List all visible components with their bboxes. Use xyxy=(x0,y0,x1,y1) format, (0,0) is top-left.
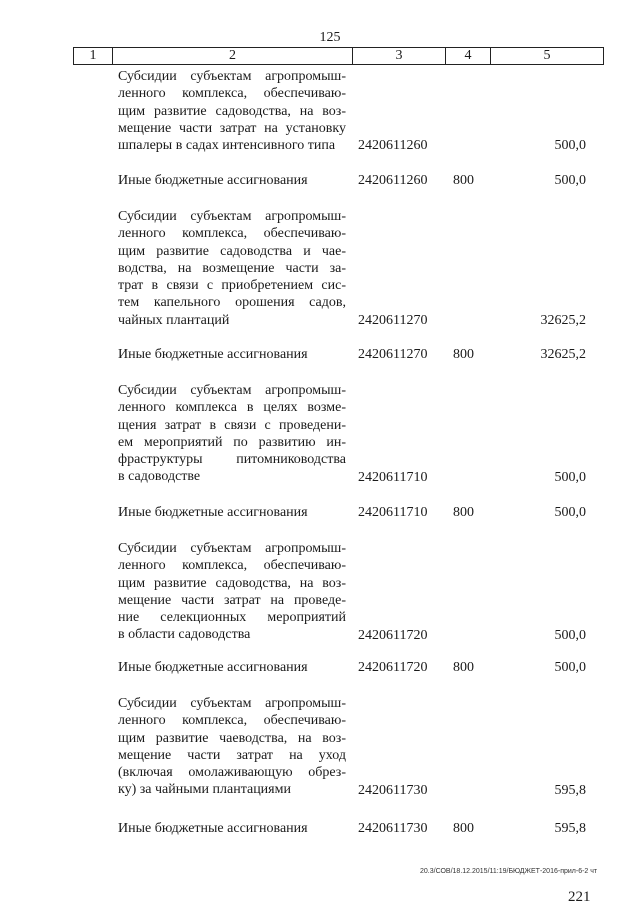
description-line: щим развитие садоводства, на воз- xyxy=(118,103,346,119)
description-line: щим развитие чаеводства, на воз- xyxy=(118,730,346,746)
description-line: Субсидии субъектам агропромыш- xyxy=(118,541,346,556)
row-description xyxy=(118,695,346,799)
bottom-page-number: 221 xyxy=(568,889,591,905)
amount-value: 595,8 xyxy=(554,782,586,798)
description-line: ленного комплекса, обеспечиваю- xyxy=(118,226,346,242)
description-line: (включая омолаживающую обрез- xyxy=(118,765,346,781)
description-line: тем капельного орошения садов, xyxy=(118,295,346,311)
expense-type-code: 800 xyxy=(453,660,474,675)
row-description xyxy=(118,659,346,676)
amount-value: 595,8 xyxy=(554,821,586,836)
description-line: фраструктуры питомниководства xyxy=(118,452,346,468)
amount-value: 500,0 xyxy=(554,627,586,643)
target-article-code: 2420611720 xyxy=(358,660,428,675)
amount-value: 500,0 xyxy=(554,469,586,485)
amount-value: 500,0 xyxy=(554,660,586,675)
description-line: в садоводстве xyxy=(118,469,201,485)
target-article-code: 2420611710 xyxy=(358,505,428,520)
row-description xyxy=(118,540,346,644)
description-line: ленного комплекса, обеспечиваю- xyxy=(118,558,346,574)
description-line: Субсидии субъектам агропромыш- xyxy=(118,383,346,398)
target-article-code: 2420611710 xyxy=(358,469,428,485)
target-article-code: 2420611260 xyxy=(358,138,428,154)
amount-value: 500,0 xyxy=(554,505,586,520)
row-description xyxy=(118,208,346,329)
description-line: ку) за чайными плантациями xyxy=(118,782,291,798)
description-line: мещение части затрат на установку xyxy=(118,120,346,136)
description-line: Иные бюджетные ассигнования xyxy=(118,347,308,362)
description-line: щим развитие садоводства и чае- xyxy=(118,243,346,259)
description-line: Субсидии субъектам агропромыш- xyxy=(118,69,346,84)
table-header xyxy=(73,47,604,65)
description-line: Субсидии субъектам агропромыш- xyxy=(118,696,346,711)
target-article-code: 2420611270 xyxy=(358,312,428,328)
row-description xyxy=(118,68,346,154)
expense-type-code: 800 xyxy=(453,173,474,188)
target-article-code: 2420611730 xyxy=(358,821,428,836)
header-col-2: 2 xyxy=(113,48,353,64)
description-line: шпалеры в садах интенсивного типа xyxy=(118,138,336,154)
row-description xyxy=(118,504,346,521)
footer-document-code: 20.3/СОВ/18.12.2015/11:19/БЮДЖЕТ-2016-прил-6-2 чт xyxy=(420,868,598,875)
description-line: щим развитие садоводства, на воз- xyxy=(118,575,346,591)
description-line: Иные бюджетные ассигнования xyxy=(118,821,308,836)
target-article-code: 2420611260 xyxy=(358,173,428,188)
header-col-1: 1 xyxy=(74,48,113,64)
amount-value: 32625,2 xyxy=(540,312,586,328)
description-line: ленного комплекса, обеспечиваю- xyxy=(118,86,346,102)
row-description xyxy=(118,172,346,189)
description-line: Иные бюджетные ассигнования xyxy=(118,173,308,188)
description-line: ние селекционных мероприятий xyxy=(118,610,346,626)
description-line: Иные бюджетные ассигнования xyxy=(118,660,308,675)
row-description xyxy=(118,346,346,363)
description-line: ем мероприятий по развитию ин- xyxy=(118,434,346,450)
row-description xyxy=(118,820,346,837)
target-article-code: 2420611270 xyxy=(358,347,428,362)
description-line: Иные бюджетные ассигнования xyxy=(118,505,308,520)
target-article-code: 2420611730 xyxy=(358,782,428,798)
description-line: водства, на возмещение части за- xyxy=(118,260,346,276)
amount-value: 500,0 xyxy=(554,173,586,188)
expense-type-code: 800 xyxy=(453,505,474,520)
description-line: Субсидии субъектам агропромыш- xyxy=(118,209,346,224)
target-article-code: 2420611720 xyxy=(358,627,428,643)
header-col-4: 4 xyxy=(446,48,491,64)
expense-type-code: 800 xyxy=(453,821,474,836)
description-line: ленного комплекса в целях возме- xyxy=(118,400,346,416)
description-line: мещение части затрат на уход xyxy=(118,747,346,763)
amount-value: 500,0 xyxy=(554,138,586,154)
description-line: чайных плантаций xyxy=(118,312,230,328)
page-number: 125 xyxy=(319,30,341,45)
row-description xyxy=(118,382,346,486)
description-line: ленного комплекса, обеспечиваю- xyxy=(118,713,346,729)
description-line: мещение части затрат на проведе- xyxy=(118,592,346,608)
description-line: щения затрат в связи с проведени- xyxy=(118,417,346,433)
expense-type-code: 800 xyxy=(453,347,474,362)
header-col-5: 5 xyxy=(543,48,551,63)
description-line: в области садоводства xyxy=(118,627,251,643)
header-col-3: 3 xyxy=(353,48,446,64)
amount-value: 32625,2 xyxy=(540,347,586,362)
description-line: трат в связи с приобретением сис- xyxy=(118,278,346,294)
